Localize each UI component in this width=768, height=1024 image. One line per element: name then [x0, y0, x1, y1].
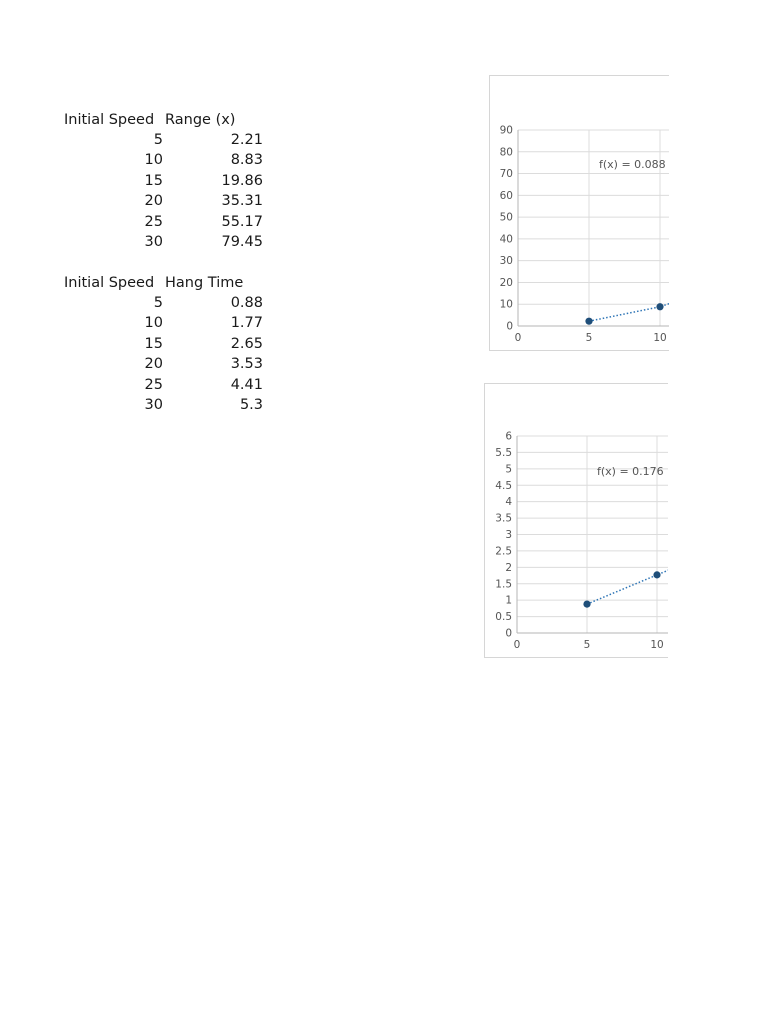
y-tick-label: 4.5 [495, 479, 512, 492]
speed-cell: 20 [144, 356, 163, 373]
y-tick-label: 70 [499, 168, 513, 181]
speed-cell: 10 [144, 315, 163, 332]
y-tick-label: 60 [499, 189, 513, 202]
range-cell: 55.17 [221, 213, 263, 230]
y-tick-label: 0.5 [495, 611, 512, 624]
y-tick-label: 5 [505, 463, 512, 476]
range-cell: 79.45 [221, 233, 263, 250]
table-row [64, 293, 263, 313]
speed-cell: 20 [144, 193, 163, 210]
header-initial-speed: Initial Speed [64, 275, 155, 291]
hang-time-table-header [64, 273, 263, 293]
y-tick-label: 2 [505, 561, 512, 574]
trendline-equation: f(x) = 0.088 [599, 158, 666, 171]
y-tick-label: 50 [499, 211, 513, 224]
speed-cell: 5 [153, 132, 163, 148]
speed-cell: 15 [144, 172, 163, 189]
y-tick-label: 10 [499, 298, 513, 311]
speed-cell: 30 [144, 233, 163, 250]
table-row [64, 130, 263, 150]
header-range: Range (x) [165, 112, 236, 128]
hang-time-table [64, 273, 263, 415]
hang-time-chart[interactable] [484, 383, 668, 658]
y-tick-label: 4 [505, 496, 512, 509]
data-point [656, 303, 663, 310]
speed-cell: 30 [144, 396, 163, 413]
range-cell: 35.31 [221, 193, 263, 210]
x-tick-label: 0 [514, 332, 522, 344]
range-cell: 19.86 [221, 172, 263, 189]
table-row [64, 395, 263, 415]
speed-cell: 10 [144, 152, 163, 169]
table-row [64, 375, 263, 395]
hang-time-cell: 1.77 [230, 315, 263, 332]
y-tick-label: 0 [506, 320, 513, 333]
speed-cell: 25 [144, 376, 163, 393]
x-tick-label: 10 [653, 332, 667, 344]
table-row [64, 334, 263, 354]
hang-time-cell: 0.88 [230, 295, 263, 311]
data-point [653, 571, 660, 578]
y-tick-label: 1 [505, 594, 512, 607]
speed-cell: 25 [144, 213, 163, 230]
y-tick-label: 3 [505, 529, 512, 541]
y-tick-label: 0 [505, 627, 512, 640]
x-tick-label: 5 [583, 639, 591, 651]
header-hang-time: Hang Time [165, 275, 244, 291]
table-row [64, 313, 263, 333]
speed-cell: 15 [144, 335, 163, 352]
data-point [583, 601, 590, 608]
y-tick-label: 30 [499, 255, 513, 268]
table-row [64, 171, 263, 191]
range-table-header [64, 110, 263, 130]
data-point [585, 318, 592, 325]
y-tick-label: 90 [499, 124, 513, 137]
y-tick-label: 3.5 [495, 512, 512, 525]
y-tick-label: 80 [499, 146, 513, 159]
table-row [64, 354, 263, 374]
y-tick-label: 1.5 [495, 578, 512, 591]
header-initial-speed: Initial Speed [64, 112, 155, 128]
y-tick-label: 40 [499, 233, 513, 246]
x-tick-label: 0 [513, 639, 521, 651]
range-cell: 2.21 [230, 132, 263, 148]
table-row [64, 150, 263, 170]
hang-time-cell: 3.53 [230, 356, 263, 373]
hang-time-cell: 5.3 [239, 396, 263, 413]
y-tick-label: 6 [505, 430, 512, 443]
range-cell: 8.83 [230, 152, 263, 169]
hang-time-cell: 2.65 [230, 335, 263, 352]
table-row [64, 191, 263, 211]
x-tick-label: 5 [585, 332, 593, 344]
hang-time-cell: 4.41 [230, 376, 263, 393]
x-tick-label: 10 [650, 639, 664, 651]
y-tick-label: 5.5 [495, 446, 512, 459]
range-chart[interactable] [489, 75, 669, 351]
table-row [64, 232, 263, 252]
y-tick-label: 2.5 [495, 545, 512, 558]
chart-frame [490, 76, 670, 351]
y-tick-label: 20 [499, 276, 513, 289]
table-row [64, 212, 263, 232]
range-table [64, 110, 263, 252]
speed-cell: 5 [153, 295, 163, 311]
trendline-equation: f(x) = 0.176 [597, 465, 664, 478]
